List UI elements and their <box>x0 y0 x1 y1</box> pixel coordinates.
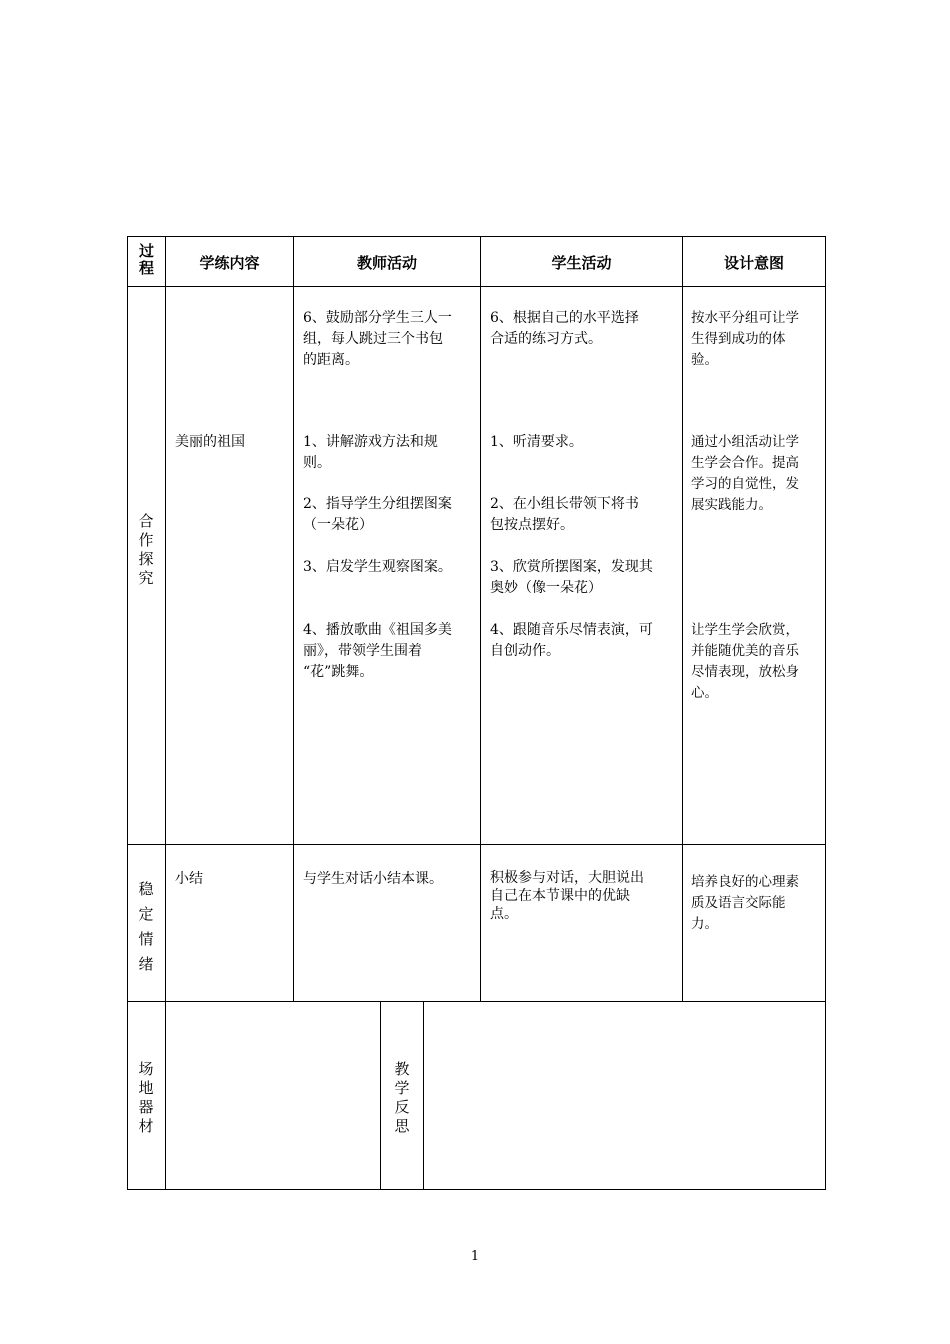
teacher-activity-1: 1、讲解游戏方法和规 则。 <box>303 434 438 471</box>
section2-content: 小结 <box>175 871 203 887</box>
row-divider <box>128 1001 825 1002</box>
student-activity-4: 4、跟随音乐尽情表演，可 自创动作。 <box>490 622 653 659</box>
column-divider <box>480 237 481 1001</box>
column-divider <box>293 237 294 1001</box>
student-activity-1: 1、听清要求。 <box>490 434 583 450</box>
column-divider <box>165 237 166 1189</box>
column-divider <box>682 237 683 1001</box>
design-intent-3: 让学生学会欣赏， 并能随优美的音乐 尽情表现，放松身 心。 <box>691 622 799 701</box>
section2-teacher: 与学生对话小结本课。 <box>303 871 443 887</box>
column-divider <box>423 1001 424 1189</box>
student-activity-2: 2、在小组长带领下将书 包按点摆好。 <box>490 496 639 533</box>
column-divider <box>380 1001 381 1189</box>
teacher-activity-3: 3、启发学生观察图案。 <box>303 559 452 575</box>
teacher-activity-4: 4、播放歌曲《祖国多美 丽》，带领学生围着 “花”跳舞。 <box>303 622 452 680</box>
student-activity-3: 3、欣赏所摆图案，发现其 奥妙（像一朵花） <box>490 559 653 596</box>
design-intent-1: 按水平分组可让学 生得到成功的体 验。 <box>691 310 799 368</box>
header-teacher: 教师活动 <box>356 254 417 272</box>
header-student: 学生活动 <box>551 254 612 272</box>
design-intent-2: 通过小组活动让学 生学会合作。提高 学习的自觉性，发 展实践能力。 <box>691 434 799 513</box>
page-number: 1 <box>470 1249 480 1264</box>
teaching-reflection-label: 教 学 反 思 <box>394 1060 410 1135</box>
section2-design: 培养良好的心理素 质及语言交际能 力。 <box>691 874 799 932</box>
section2-student: 积极参与对话，大胆说出 自己在本节课中的优缺 点。 <box>490 870 644 922</box>
student-activity-6: 6、根据自己的水平选择 合适的练习方式。 <box>490 310 639 347</box>
venue-equipment-label: 场 地 器 材 <box>138 1060 154 1135</box>
row-divider <box>128 844 825 845</box>
section-label-cooperative-inquiry: 合 作 探 究 <box>138 512 154 587</box>
teacher-activity-6: 6、鼓励部分学生三人一 组，每人跳过三个书包 的距离。 <box>303 310 452 368</box>
lesson-plan-table <box>127 236 826 1190</box>
header-design: 设计意图 <box>723 254 784 272</box>
teacher-activity-2: 2、指导学生分组摆图案 （一朵花） <box>303 496 452 533</box>
header-process: 过 程 <box>138 242 154 277</box>
header-content: 学练内容 <box>199 254 260 272</box>
section-label-stabilize-emotions: 稳 定 情 绪 <box>138 880 154 973</box>
section1-content: 美丽的祖国 <box>175 434 245 450</box>
row-divider <box>128 286 825 287</box>
